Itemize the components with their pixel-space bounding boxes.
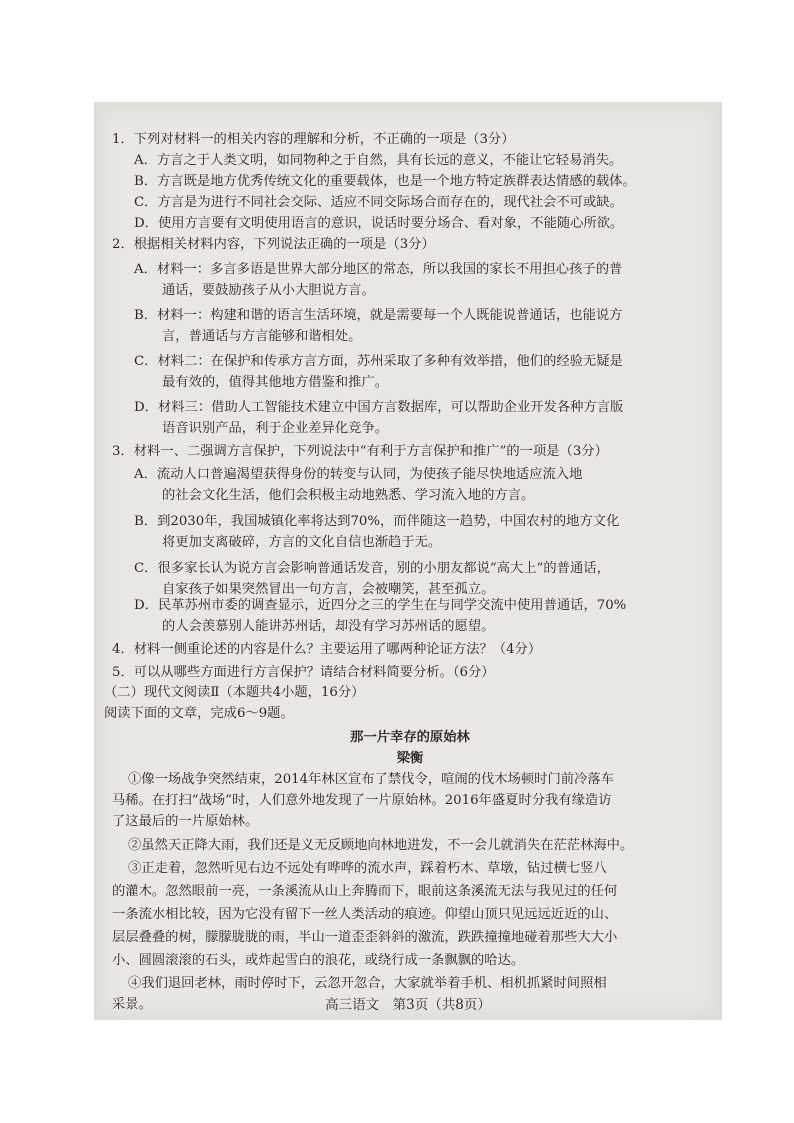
question-2-stem: 2．根据相关材料内容，下列说法正确的一项是（3分） — [112, 237, 435, 252]
page-footer: 高三语文 第3页（共8页） — [325, 997, 491, 1013]
question-3-option-b: B．到2030年，我国城镇化率将达到70%，而伴随这一趋势，中国农村的地方文化 — [134, 514, 620, 529]
question-2-option-a-cont: 通话，要鼓励孩子从小大胆说方言。 — [162, 283, 375, 298]
article-paragraph-1-line-1: ①像一场战争突然结束，2014年林区宣布了禁伐令，喧闹的伐木场顿时门前冷落车 — [128, 772, 614, 787]
question-3-option-a-cont: 的社会文化生活，他们会积极主动地熟悉、学习流入地的方言。 — [162, 488, 535, 503]
question-2-option-a: A．材料一：多言多语是世界大部分地区的常态，所以我国的家长不用担心孩子的普 — [134, 262, 623, 277]
question-2-option-b-cont: 言，普通话与方言能够和谐相处。 — [162, 329, 362, 344]
question-3-stem: 3．材料一、二强调方言保护，下列说法中“有利于方言保护和推广”的一项是（3分） — [112, 444, 608, 459]
exam-page — [94, 102, 722, 1020]
article-paragraph-3-line-4: 层层叠叠的树，朦朦胧胧的雨，半山一道歪歪斜斜的激流，跌跌撞撞地碰着那些大大小 — [112, 930, 618, 945]
question-1-option-c: C．方言是为进行不同社会交际、适应不同交际场合而存在的，现代社会不可或缺。 — [134, 195, 623, 210]
article-paragraph-4-line-1: ④我们退回老林，雨时停时下，云忽开忽合，大家就举着手机、相机抓紧时间照相 — [128, 976, 607, 991]
section-instruction: 阅读下面的文章，完成6～9题。 — [104, 706, 294, 721]
question-1-option-a: A．方言之于人类文明，如同物种之于自然，具有长远的意义，不能让它轻易消失。 — [134, 153, 623, 168]
article-paragraph-3-line-2: 的灌木。忽然眼前一亮，一条溪流从山上奔腾而下，眼前这条溪流无法与我见过的任何 — [112, 884, 618, 899]
article-paragraph-1-line-3: 了这最后的一片原始林。 — [112, 814, 259, 829]
question-2-option-d: D．材料三：借助人工智能技术建立中国方言数据库，可以帮助企业开发各种方言版 — [134, 400, 624, 415]
article-paragraph-3-line-5: 小、圆圆滚滚的石头，或炸起雪白的浪花，或绕行成一条飘飘的哈达。 — [112, 953, 525, 968]
question-1-option-b: B．方言既是地方优秀传统文化的重要载体，也是一个地方特定族群表达情感的载体。 — [134, 174, 636, 189]
question-2-option-d-cont: 语音识别产品，利于企业差异化竞争。 — [162, 421, 389, 436]
article-paragraph-3-line-3: 一条流水相比较，因为它没有留下一丝人类活动的痕迹。仰望山顶只见远远近近的山、 — [112, 907, 618, 922]
question-3-option-a: A．流动人口普遍渴望获得身份的转变与认同，为使孩子能尽快地适应流入地 — [134, 467, 583, 482]
article-paragraph-4-line-2: 采景。 — [112, 997, 152, 1012]
question-2-option-c-cont: 最有效的，值得其他地方借鉴和推广。 — [162, 375, 389, 390]
article-paragraph-1-line-2: 马稀。在打扫“战场”时，人们意外地发现了一片原始林。2016年盛夏时分我有缘造访 — [112, 793, 612, 808]
question-3-option-c: C．很多家长认为说方言会影响普通话发音，别的小朋友都说“高大上”的普通话， — [134, 561, 610, 576]
article-paragraph-3-line-1: ③正走着，忽然听见右边不远处有哗哗的流水声，踩着朽木、草墩，钻过横七竖八 — [128, 861, 607, 876]
question-4-stem: 4．材料一侧重论述的内容是什么？主要运用了哪两种论证方法？（4分） — [112, 642, 542, 657]
question-5-stem: 5．可以从哪些方面进行方言保护？请结合材料简要分析。（6分） — [112, 665, 495, 680]
article-title: 那一片幸存的原始林 — [350, 730, 470, 745]
question-3-option-b-cont: 将更加支离破碎，方言的文化自信也渐趋于无。 — [162, 535, 442, 550]
question-2-option-c: C．材料二：在保护和传承方言方面，苏州采取了多种有效举措，他们的经验无疑是 — [134, 354, 623, 369]
article-author: 梁衡 — [396, 751, 424, 766]
question-3-option-c-cont: 自家孩子如果突然冒出一句方言，会被嘲笑，甚至孤立。 — [162, 582, 495, 597]
question-1-stem: 1．下列对材料一的相关内容的理解和分析，不正确的一项是（3分） — [112, 132, 515, 147]
question-2-option-b: B．材料一：构建和谐的语言生活环境，就是需要每一个人既能说普通话，也能说方 — [134, 308, 623, 323]
section-heading: （二）现代文阅读Ⅱ（本题共4小题，16分） — [104, 685, 365, 700]
article-paragraph-2-line-1: ②虽然天正降大雨，我们还是义无反顾地向林地进发，不一会儿就消失在茫茫林海中。 — [128, 838, 634, 853]
question-3-option-d: D．民革苏州市委的调查显示，近四分之三的学生在与同学交流中使用普通话，70% — [134, 598, 627, 613]
question-1-option-d: D．使用方言要有文明使用语言的意识，说话时要分场合、看对象，不能随心所欲。 — [134, 216, 624, 231]
question-3-option-d-cont: 的人会羡慕别人能讲苏州话，却没有学习苏州话的愿望。 — [162, 619, 495, 634]
